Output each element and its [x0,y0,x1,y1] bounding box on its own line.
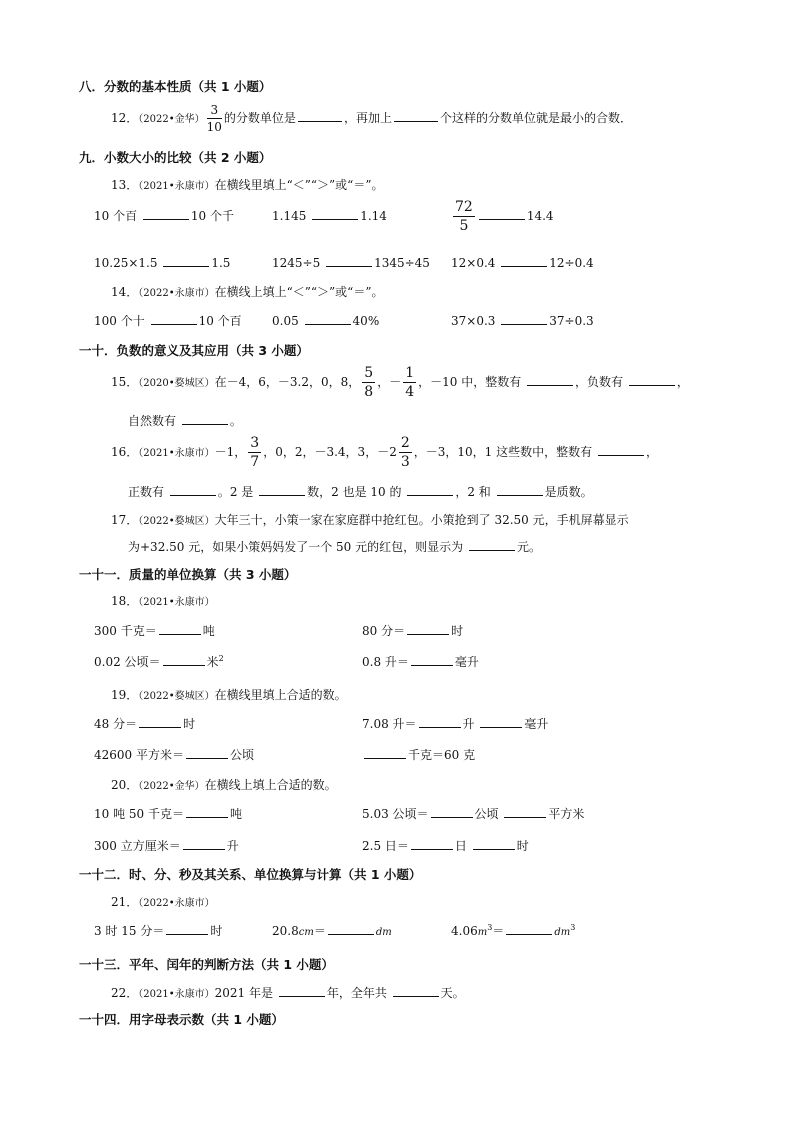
answer-blank[interactable] [326,254,372,267]
answer-blank[interactable] [186,746,228,759]
answer-blank[interactable] [186,805,228,818]
question-13-stem: 13．（2021•永康市）在横线里填上“＜”“＞”或“＝”。 [111,178,384,192]
answer-blank[interactable] [298,109,342,122]
answer-blank[interactable] [407,483,453,496]
q18-item-d: 0.8 升＝ 毫升 [362,655,479,669]
question-17-line2: 为+32.50 元，如果小策妈妈发了一个 50 元的红包，则显示为 元。 [128,540,541,554]
fraction: $\frac{3}{7}$ [250,435,260,470]
fraction: $\frac{5}{8}$ [364,365,374,400]
q18-item-c: 0.02 公顷＝ 米$^2$ [94,654,224,669]
q20-item-d: 2.5 日＝ 日 时 [362,839,529,853]
fraction: $\frac{3}{10}$ [206,103,222,134]
question-source: （2022•金华） [138,114,205,125]
q13-item-f: 12×0.4 12÷0.4 [451,256,594,270]
answer-blank[interactable] [629,373,675,386]
q20-item-a: 10 吨 50 千克＝ 吨 [94,807,242,821]
answer-blank[interactable] [501,254,547,267]
question-19-stem: 19．（2022•婺城区）在横线里填上合适的数。 [111,688,347,702]
q14-item-c: 37×0.3 37÷0.3 [451,314,594,328]
q14-item-b: 0.05 40% [272,314,380,328]
q13-item-b: 1.145 1.14 [272,209,387,223]
section-13-heading: 一十三．平年、闰年的判断方法（共 1 小题） [79,957,334,972]
section-9-heading: 九．小数大小的比较（共 2 小题） [79,150,272,165]
q13-item-a: 10 个百 10 个千 [94,209,235,223]
answer-blank[interactable] [183,837,225,850]
q21-item-b: 20.8cm＝ dm [272,924,392,938]
q20-item-c: 300 立方厘米＝ 升 [94,839,239,853]
answer-blank[interactable] [163,653,205,666]
answer-blank[interactable] [166,922,208,935]
q19-item-b: 7.08 升＝ 升 毫升 [362,717,549,731]
answer-blank[interactable] [506,922,552,935]
answer-blank[interactable] [393,984,439,997]
answer-blank[interactable] [419,715,461,728]
answer-blank[interactable] [411,837,453,850]
answer-blank[interactable] [163,254,209,267]
answer-blank[interactable] [411,653,453,666]
question-15: 15．（2020•婺城区）在－4，6，－3.2，0，8， $\frac{5}{8}$ ，－ $\frac{1}{4}$ ，－10 中，整数有 ，负数有 ， [111,365,689,400]
answer-blank[interactable] [497,483,543,496]
answer-blank[interactable] [312,207,358,220]
q13-item-d: 10.25×1.5 1.5 [94,256,231,270]
fraction: $\frac{2}{3}$ [400,435,410,470]
question-16-line2: 正数有 。2 是 数，2 也是 10 的 ，2 和 是质数。 [128,485,593,499]
answer-blank[interactable] [170,483,216,496]
question-18-stem: 18．（2021•永康市） [111,594,215,608]
q21-item-c: $4.06m^3= dm^3$ [451,923,576,938]
question-15-line2: 自然数有 。 [128,414,242,428]
question-14-stem: 14．（2022•永康市）在横线上填上“＜”“＞”或“＝”。 [111,285,384,299]
question-16: 16．（2021•永康市）－1， $\frac{3}{7}$ ，0，2，－3.4，3，－2 $\frac{2}{3}$ ，－3，10，1 这些数中，整数有 ， [111,435,658,470]
answer-blank[interactable] [431,805,473,818]
answer-blank[interactable] [182,412,228,425]
q14-item-a: 100 个十 10 个百 [94,314,242,328]
answer-blank[interactable] [469,538,515,551]
question-20-stem: 20．（2022•金华）在横线上填上合适的数。 [111,778,337,792]
q19-item-c: 42600 平方米＝ 公顷 [94,748,255,762]
question-21-stem: 21．（2022•永康市） [111,895,215,909]
answer-blank[interactable] [259,483,305,496]
fraction: $\frac{72}{5}$ [455,199,473,234]
section-11-heading: 一十一．质量的单位换算（共 3 小题） [79,567,297,582]
answer-blank[interactable] [328,922,374,935]
q21-item-a: 3 时 15 分＝ 时 [94,924,223,938]
answer-blank[interactable] [305,312,351,325]
q19-item-a: 48 分＝ 时 [94,717,196,731]
q18-item-a: 300 千克＝ 吨 [94,624,215,638]
section-12-heading: 一十二．时、分、秒及其关系、单位换算与计算（共 1 小题） [79,867,422,882]
answer-blank[interactable] [139,715,181,728]
q20-item-b: 5.03 公顷＝ 公顷 平方米 [362,807,585,821]
answer-blank[interactable] [151,312,197,325]
q13-item-e: 1245÷5 1345÷45 [272,256,430,270]
answer-blank[interactable] [159,622,201,635]
question-22: 22．（2021•永康市）2021 年是 年，全年共 天。 [111,986,465,1000]
section-14-heading: 一十四．用字母表示数（共 1 小题） [79,1012,284,1027]
q19-item-d: 千克＝60 克 [362,746,475,763]
answer-blank[interactable] [504,805,546,818]
answer-blank[interactable] [527,373,573,386]
question-number: 12． [111,111,139,125]
answer-blank[interactable] [394,109,438,122]
answer-blank[interactable] [279,984,325,997]
answer-blank[interactable] [364,746,406,759]
answer-blank[interactable] [479,207,525,220]
answer-blank[interactable] [598,443,644,456]
section-8-heading: 八．分数的基本性质（共 1 小题） [79,79,272,94]
section-10-heading: 一十．负数的意义及其应用（共 3 小题） [79,343,309,358]
answer-blank[interactable] [143,207,189,220]
answer-blank[interactable] [473,837,515,850]
question-12: 12．（2022•金华） $\frac{3}{10}$ 的分数单位是 ，再加上 个这样的分数单位就是最小的合数． [111,103,632,134]
fraction: $\frac{1}{4}$ [405,365,415,400]
answer-blank[interactable] [501,312,547,325]
question-17: 17．（2022•婺城区）大年三十，小策一家在家庭群中抢红包。小策抢到了 32.50 元，手机屏幕显示 [111,513,629,527]
q18-item-b: 80 分＝ 时 [362,624,464,638]
answer-blank[interactable] [407,622,449,635]
answer-blank[interactable] [480,715,522,728]
q13-item-c: $\frac{72}{5}$ 14.4 [455,199,554,234]
